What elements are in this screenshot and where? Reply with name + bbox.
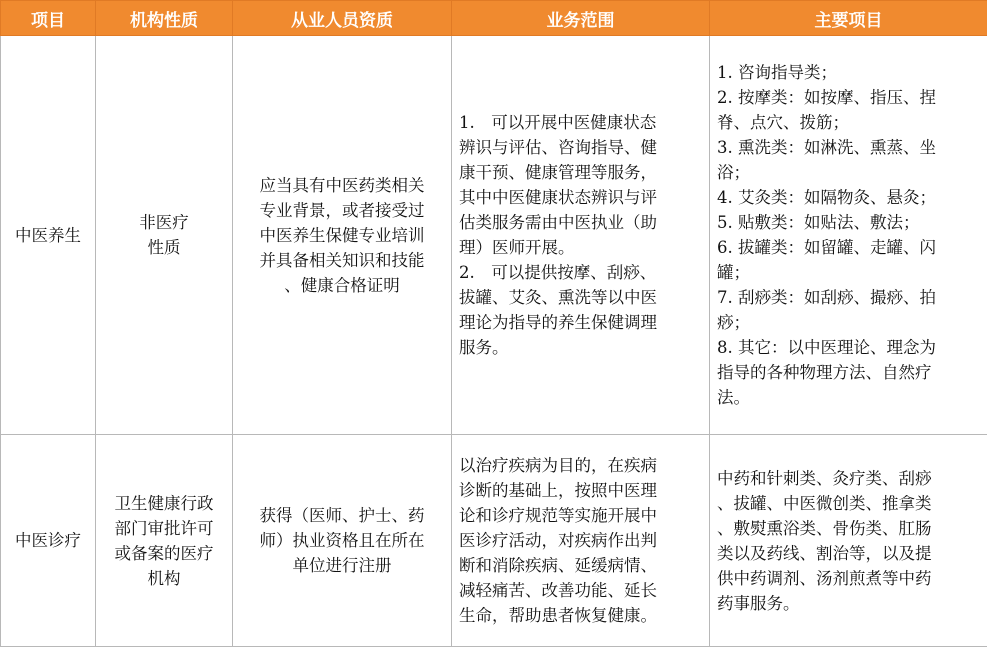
cell-line: 生命，帮助患者恢复健康。 [459,606,657,625]
staff-cell [233,36,452,435]
cell-line: 类以及药线、割治等，以及提 [717,543,932,563]
cell-line: 师）执业资格且在所在 [259,531,425,550]
cell-line: 、敷熨熏浴类、骨伤类、肛肠 [717,518,932,538]
cell-line: 诊断的基础上，按照中医理 [459,481,657,500]
cell-line: 供中药调剂、汤剂煎煮等中药 [717,568,932,588]
header-projects: 主要项目 [710,1,987,36]
header-row [1,1,987,36]
cell-line: 浴； [717,163,750,182]
header-staff: 从业人员资质 [233,1,452,36]
cell-line: 论和诊疗规范等实施开展中 [459,506,657,525]
scope-cell [452,435,710,647]
cell-line: 1. 咨询指导类； [717,63,837,82]
cell-line: 中药和针刺类、灸疗类、刮痧 [717,468,932,488]
cell-line: 其中中医健康状态辨识与评 [459,188,657,207]
header-nature: 机构性质 [96,1,233,36]
cell-line: 应当具有中医药类相关 [259,175,425,195]
cell-line: 2. 可以提供按摩、刮痧、 [459,263,657,282]
cell-line: 估类服务需由中医执业（助 [459,213,657,232]
cell-line: 医诊疗活动，对疾病作出判 [459,531,657,550]
projects-cell [710,36,987,435]
cell-line: 8. 其它：以中医理论、理念为 [717,338,936,357]
cell-line: 2. 按摩类：如按摩、指压、捏 [717,88,936,107]
cell-line: 、健康合格证明 [284,275,400,295]
table-row [1,36,987,435]
item-cell: 中医养生 [1,36,96,435]
cell-line: 断和消除疾病、延缓病情、 [459,556,657,575]
cell-line: 4. 艾灸类：如隔物灸、悬灸； [717,188,936,207]
cell-line: 机构 [147,568,181,588]
nature-cell [96,36,233,435]
cell-line: 痧； [717,313,750,332]
cell-line: 服务。 [459,338,509,357]
cell-line: 法。 [717,388,750,407]
cell-line: 并具备相关知识和技能 [259,250,425,270]
cell-line: 部门审批许可 [114,518,214,538]
cell-line: 性质 [147,238,181,257]
cell-line: 康干预、健康管理等服务， [459,163,657,182]
cell-line: 减轻痛苦、改善功能、延长 [459,581,657,600]
projects-cell [710,435,987,647]
header-item: 项目 [1,1,96,36]
cell-line: 获得（医师、护士、药 [259,506,425,525]
cell-line: 脊、点穴、拨筋； [717,113,849,132]
cell-line: 7. 刮痧类：如刮痧、撮痧、拍 [717,288,936,307]
cell-line: 药事服务。 [717,593,800,613]
cell-line: 非医疗 [139,213,189,232]
cell-line: 1. 可以开展中医健康状态 [459,113,657,132]
header-scope: 业务范围 [452,1,710,36]
cell-line: 卫生健康行政 [114,493,214,513]
item-cell: 中医诊疗 [1,435,96,647]
cell-line: 中医养生保健专业培训 [259,225,425,245]
cell-line: 、拔罐、中医微创类、推拿类 [717,493,932,513]
cell-line: 罐； [717,263,750,282]
cell-line: 理论为指导的养生保健调理 [459,313,657,332]
cell-line: 6. 拔罐类：如留罐、走罐、闪 [717,238,936,257]
table-row [1,435,987,647]
staff-cell [233,435,452,647]
cell-line: 单位进行注册 [292,556,392,575]
cell-line: 拔罐、艾灸、熏洗等以中医 [459,288,657,307]
cell-line: 3. 熏洗类：如淋洗、熏蒸、坐 [717,138,936,157]
cell-line: 以治疗疾病为目的，在疾病 [459,456,657,475]
cell-line: 或备案的医疗 [114,543,214,563]
scope-cell [452,36,710,435]
cell-line: 理）医师开展。 [459,238,575,257]
cell-line: 辨识与评估、咨询指导、健 [459,138,657,157]
cell-line: 指导的各种物理方法、自然疗 [717,363,932,382]
cell-line: 专业背景，或者接受过 [259,200,425,220]
cell-line: 5. 贴敷类：如贴法、敷法； [717,213,920,232]
nature-cell [96,435,233,647]
